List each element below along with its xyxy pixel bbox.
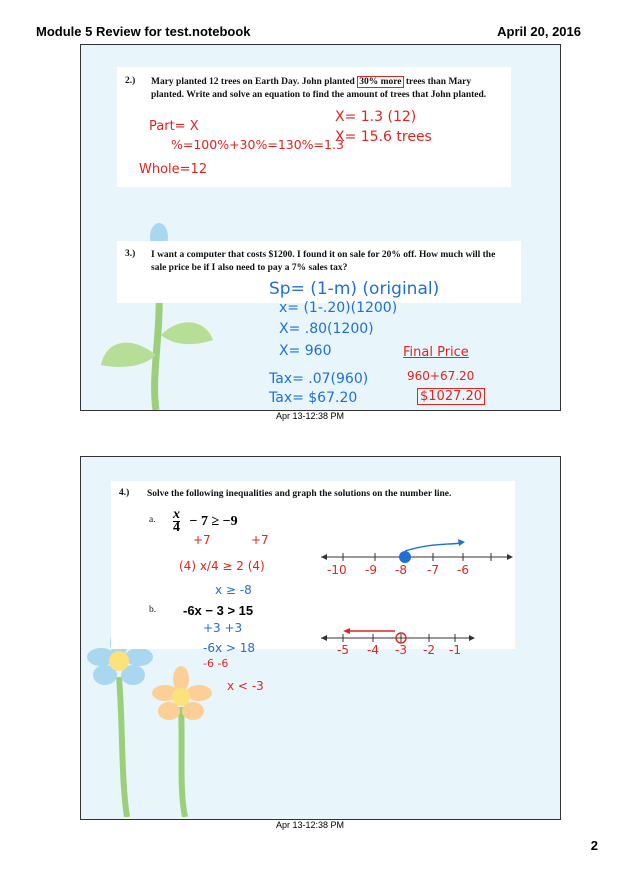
part-b-work-2: -6x > 18 bbox=[203, 641, 256, 655]
part-a-work-3: (4) x/4 ≥ 2 (4) bbox=[179, 559, 265, 573]
question-text: Solve the following inequalities and graph the solutions on the number line. bbox=[147, 489, 452, 499]
question-2-panel bbox=[117, 67, 511, 187]
work-line-2: x= (1-.20)(1200) bbox=[279, 300, 398, 316]
work-part: Part= X bbox=[149, 119, 199, 134]
work-eq1: X= 1.3 (12) bbox=[335, 109, 417, 125]
work-line-6: Tax= $67.20 bbox=[269, 390, 358, 406]
work-line-4: X= 960 bbox=[279, 343, 332, 359]
part-a-label: a. bbox=[149, 515, 156, 525]
slide-1-timestamp: Apr 13-12:38 PM bbox=[276, 411, 345, 421]
work-eq2: X= 15.6 trees bbox=[335, 129, 432, 145]
question-number: 2.) bbox=[125, 76, 136, 86]
part-a-problem: $\frac{x}{4}$ − 7 ≥ −9 bbox=[173, 507, 238, 535]
part-a-work-1: +7 bbox=[193, 533, 211, 547]
page-number: 2 bbox=[590, 838, 598, 853]
final-price-label: Final Price bbox=[403, 345, 469, 360]
part-b-work-1: +3 +3 bbox=[203, 621, 243, 635]
question-number: 3.) bbox=[125, 249, 136, 259]
document-date: April 20, 2016 bbox=[497, 24, 581, 39]
work-percent: %=100%+30%=130%=1.3 bbox=[171, 137, 344, 152]
document-title: Module 5 Review for test.notebook bbox=[36, 24, 251, 39]
work-line-1: Sp= (1-m) (original) bbox=[269, 279, 440, 299]
question-text: I want a computer that costs $1200. I found it on sale for 20% off. How much will the sale price be if I also need to pay a 7% sales tax? bbox=[151, 250, 496, 273]
highlight-box: 30% more bbox=[359, 77, 402, 87]
slide-2-timestamp: Apr 13-12:38 PM bbox=[276, 820, 345, 830]
final-price-calc: 960+67.20 bbox=[407, 369, 475, 383]
part-b-label: b. bbox=[149, 605, 157, 615]
part-b-problem: -6x − 3 > 15 bbox=[183, 603, 254, 618]
slide-2: 4.) Solve the following inequalities and graph the solutions on the number line. a. $\frac{x}{4}$ − 7 ≥ −9 +7 +7 (4) x/4 ≥ 2 (4) x ≥ -8 -10 -9 -8 -7 -6 b. -6x − 3 > 15 +3 +3 -6x > 18 -6 -6 x < -3 -5 -4 -3 -2 -1 bbox=[80, 456, 561, 820]
question-number: 4.) bbox=[119, 488, 130, 498]
number-line-a bbox=[321, 537, 516, 577]
part-a-work-4: x ≥ -8 bbox=[215, 583, 252, 597]
part-b-work-3: -6 -6 bbox=[203, 657, 229, 670]
question-text: Mary planted 12 trees on Earth Day. John planted 30% more trees than Mary planted. Write and solve an equation to find the amount of trees that John planted. bbox=[151, 77, 487, 100]
slide-1 bbox=[80, 44, 561, 411]
work-whole: Whole=12 bbox=[139, 162, 208, 177]
work-line-3: X= .80(1200) bbox=[279, 321, 374, 337]
final-price-value: $1027.20 bbox=[417, 388, 485, 405]
part-a-work-2: +7 bbox=[251, 533, 269, 547]
work-line-5: Tax= .07(960) bbox=[269, 371, 369, 387]
part-b-work-4: x < -3 bbox=[227, 679, 264, 693]
